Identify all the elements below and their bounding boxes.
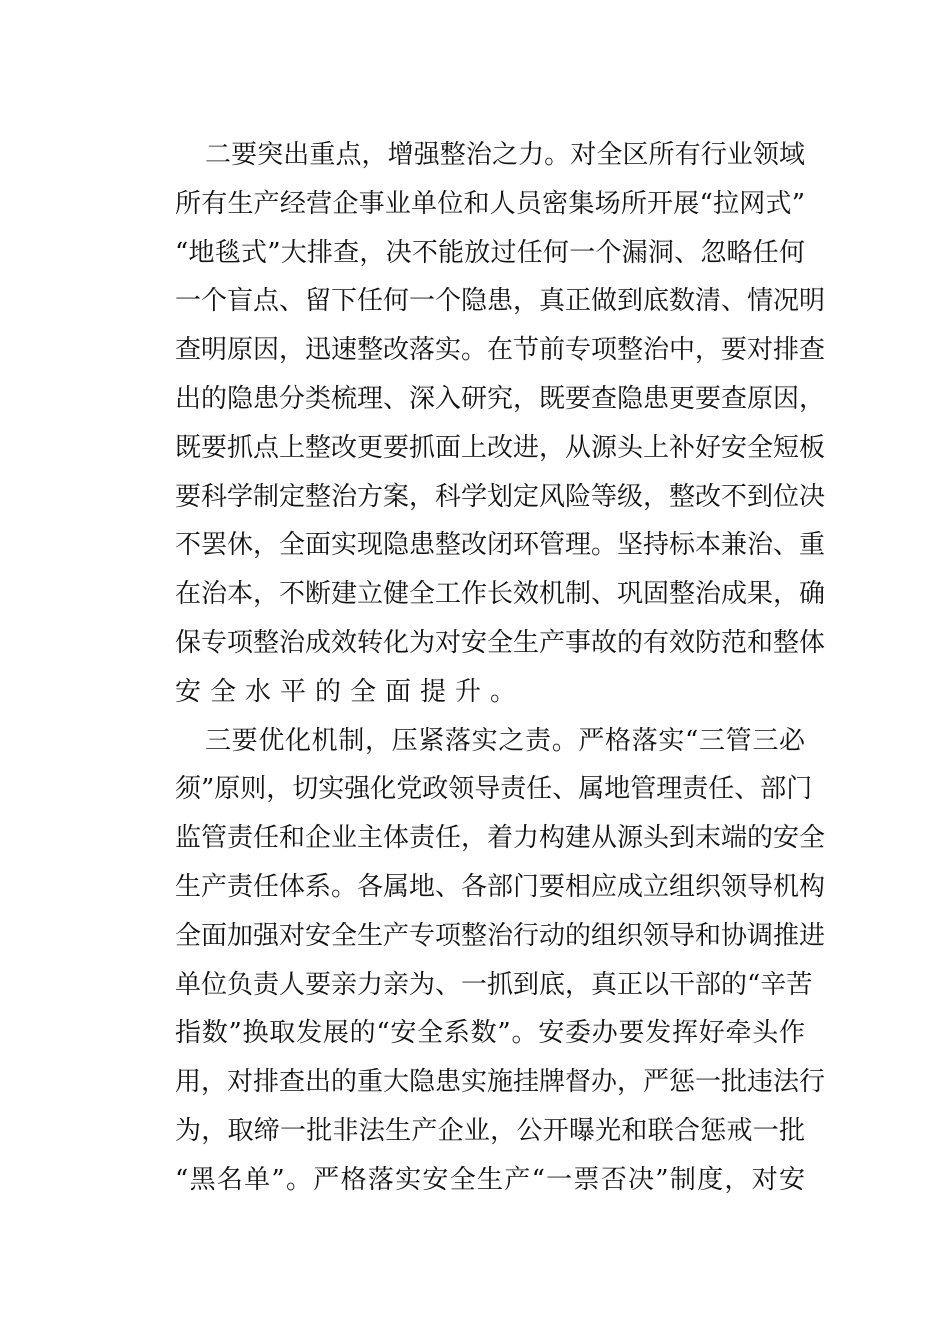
paragraph-1-line: 二要突出重点，增强整治之力。对全区所有行业领域 xyxy=(205,140,805,170)
paragraph-1-line: 所有生产经营企事业单位和人员密集场所开展“拉网式” xyxy=(175,188,805,219)
paragraph-1-line: 既要抓点上整改更要抓面上改进，从源头上补好安全短板 xyxy=(175,432,826,463)
paragraph-1-line: 要科学制定整治方案，科学划定风险等级，整改不到位决 xyxy=(175,481,826,512)
paragraph-2-line: 全面加强对安全生产专项整治行动的组织领导和协调推进 xyxy=(175,920,826,951)
paragraph-1-line: “地毯式”大排查，决不能放过任何一个漏洞、忽略任何 xyxy=(175,237,805,268)
paragraph-1-line: 安全水平的全面提升。 xyxy=(175,676,526,707)
paragraph-1-line: 在治本，不断建立健全工作长效机制、巩固整治成果，确 xyxy=(175,579,826,610)
paragraph-1-line: 出的隐患分类梳理、深入研究，既要查隐患更要查原因， xyxy=(175,384,826,414)
paragraph-2-line: “黑名单”。严格落实安全生产“一票否决”制度，对安 xyxy=(175,1164,805,1195)
paragraph-2-line: 三要优化机制，压紧落实之责。严格落实“三管三必 xyxy=(205,725,805,756)
paragraph-1-line: 查明原因，迅速整改落实。在节前专项整治中，要对排查 xyxy=(175,335,826,366)
paragraph-1-line: 保专项整治成效转化为对安全生产事故的有效防范和整体 xyxy=(175,628,826,658)
paragraph-2-line: 生产责任体系。各属地、各部门要相应成立组织领导机构 xyxy=(175,872,826,902)
paragraph-2-line: 单位负责人要亲力亲为、一抓到底，真正以干部的“辛苦 xyxy=(175,969,813,1000)
paragraph-2-line: 监管责任和企业主体责任，着力构建从源头到末端的安全 xyxy=(175,823,826,854)
paragraph-2-line: 须”原则，切实强化党政领导责任、属地管理责任、部门 xyxy=(175,774,813,805)
paragraph-1-line: 一个盲点、留下任何一个隐患，真正做到底数清、情况明 xyxy=(175,286,826,317)
paragraph-2-line: 指数”换取发展的“安全系数”。安委办要发挥好牵头作 xyxy=(175,1018,805,1049)
paragraph-1-line: 不罢休，全面实现隐患整改闭环管理。坚持标本兼治、重 xyxy=(175,530,826,561)
paragraph-2-line: 为，取缔一批非法生产企业，公开曝光和联合惩戒一批 xyxy=(175,1116,805,1146)
paragraph-2-line: 用，对排查出的重大隐患实施挂牌督办，严惩一批违法行 xyxy=(175,1067,826,1098)
